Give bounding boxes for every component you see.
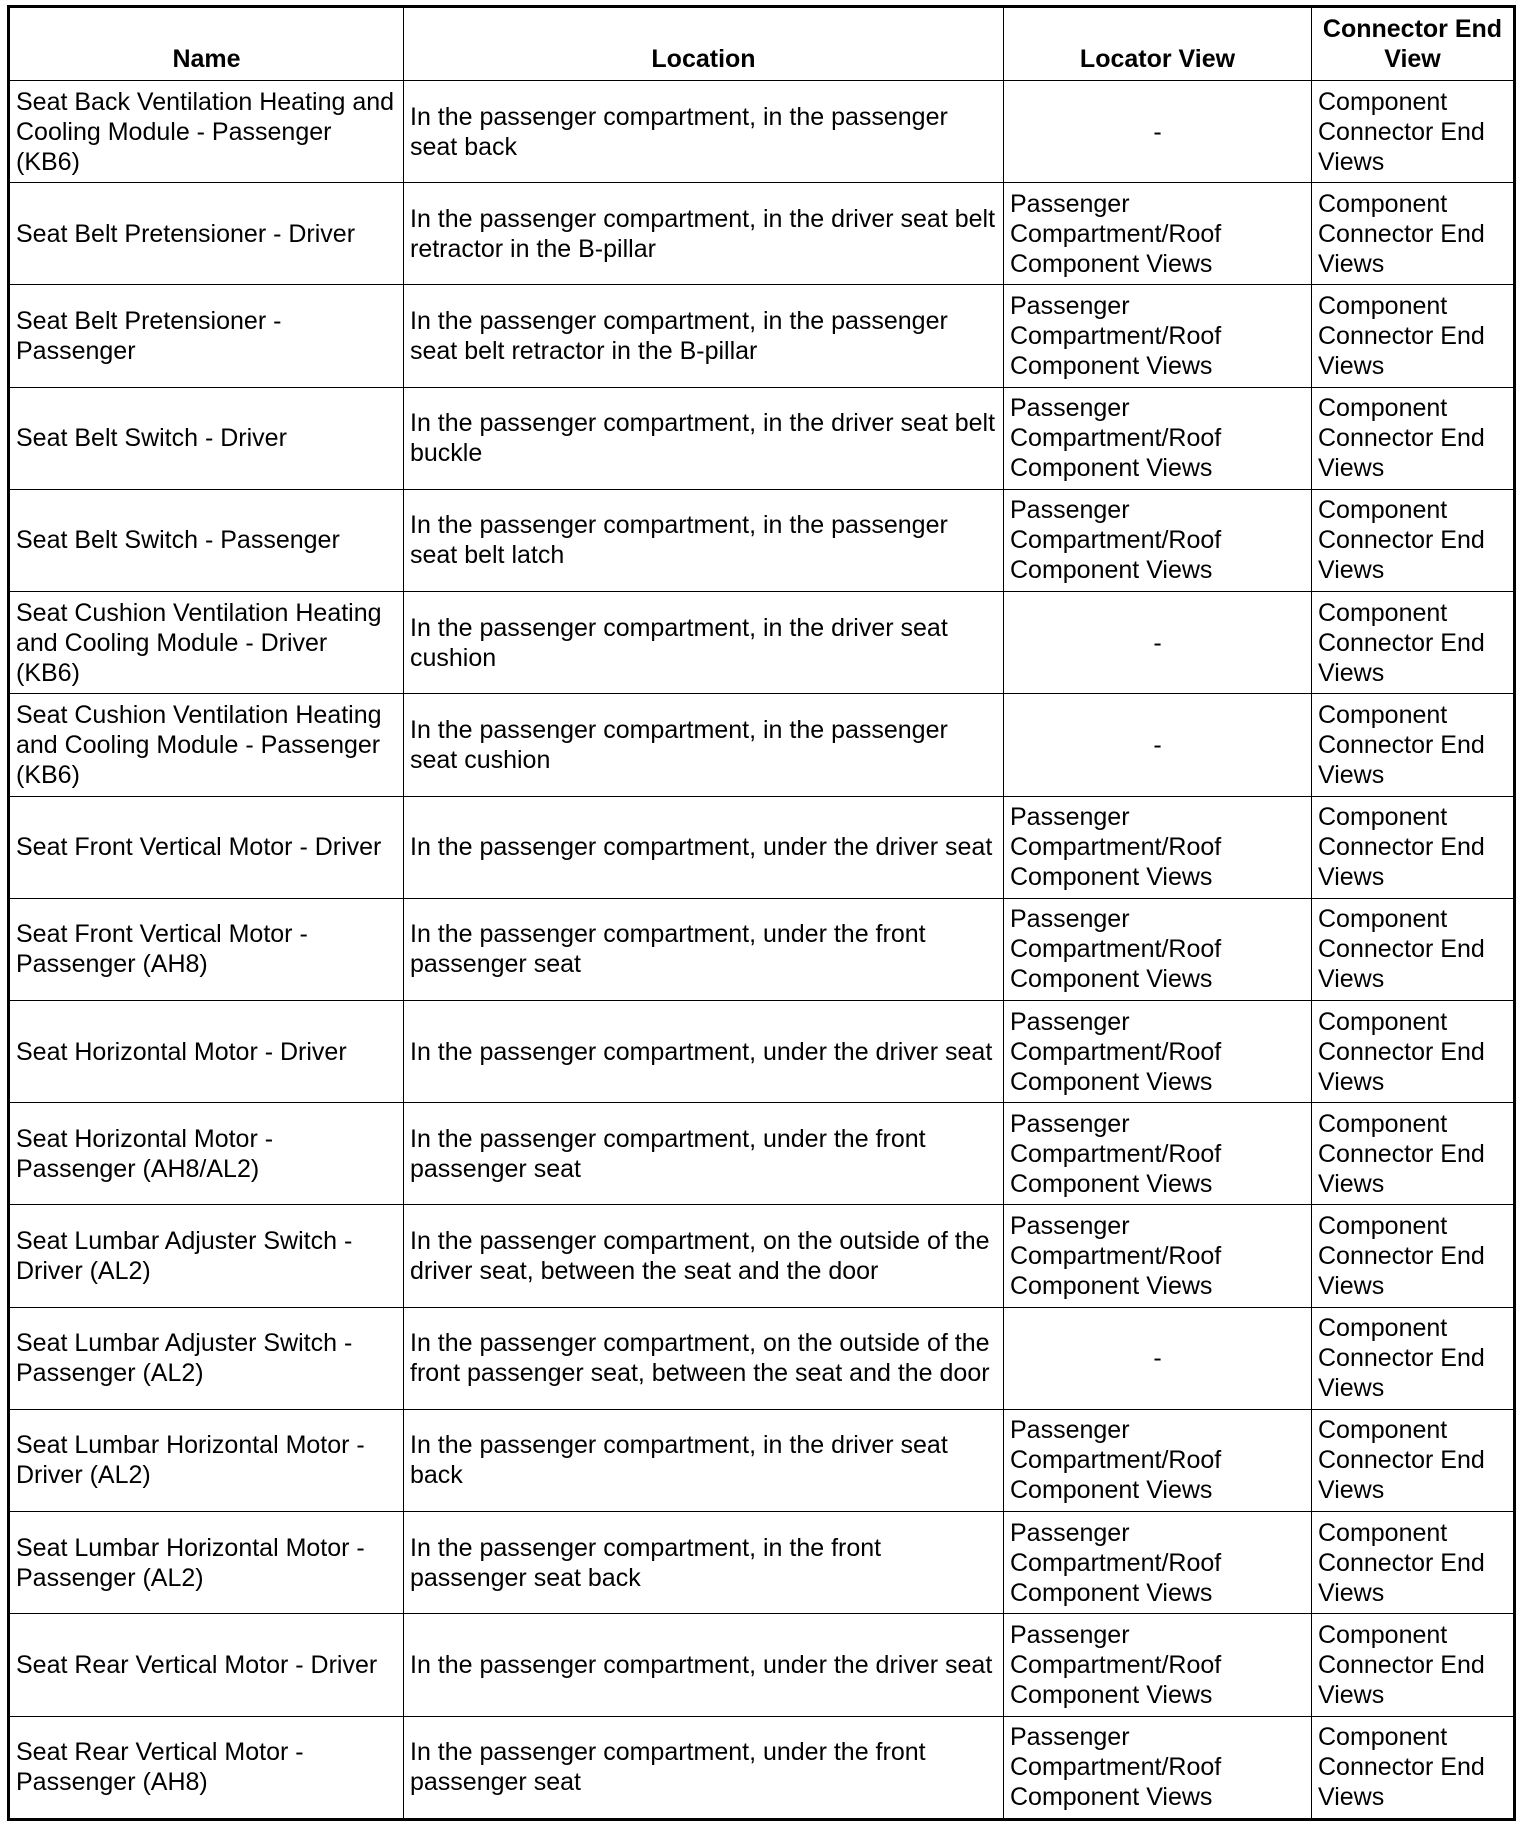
- connector-end-view-cell: Component Connector End Views: [1312, 489, 1515, 591]
- name-cell: Seat Front Vertical Motor - Passenger (AH8): [9, 898, 404, 1000]
- locator-view-cell: Passenger Compartment/Roof Component Views: [1004, 1409, 1312, 1511]
- connector-end-view-cell: Component Connector End Views: [1312, 1000, 1515, 1102]
- name-cell: Seat Cushion Ventilation Heating and Cooling Module - Passenger (KB6): [9, 694, 404, 796]
- name-cell: Seat Belt Switch - Driver: [9, 387, 404, 489]
- connector-end-view-cell: Component Connector End Views: [1312, 898, 1515, 1000]
- table-row: [9, 1103, 1515, 1205]
- connector-end-view-cell: Component Connector End Views: [1312, 1614, 1515, 1716]
- locator-view-cell: Passenger Compartment/Roof Component Views: [1004, 387, 1312, 489]
- location-cell: In the passenger compartment, under the driver seat: [404, 796, 1004, 898]
- table-header-row: [9, 7, 1515, 81]
- table-row: [9, 694, 1515, 796]
- location-cell: In the passenger compartment, in the driver seat belt buckle: [404, 387, 1004, 489]
- name-cell: Seat Lumbar Horizontal Motor - Driver (AL2): [9, 1409, 404, 1511]
- location-cell: In the passenger compartment, under the driver seat: [404, 1000, 1004, 1102]
- name-cell: Seat Horizontal Motor - Driver: [9, 1000, 404, 1102]
- locator-view-cell: Passenger Compartment/Roof Component Views: [1004, 1716, 1312, 1820]
- connector-end-view-cell: Component Connector End Views: [1312, 1409, 1515, 1511]
- header-name: Name: [9, 7, 404, 81]
- connector-end-view-cell: Component Connector End Views: [1312, 694, 1515, 796]
- table-row: [9, 387, 1515, 489]
- connector-end-view-cell: Component Connector End Views: [1312, 1512, 1515, 1614]
- connector-end-view-cell: Component Connector End Views: [1312, 1307, 1515, 1409]
- table-row: [9, 489, 1515, 591]
- name-cell: Seat Belt Pretensioner - Passenger: [9, 285, 404, 387]
- locator-view-cell: Passenger Compartment/Roof Component Views: [1004, 1103, 1312, 1205]
- table-row: [9, 1205, 1515, 1307]
- location-cell: In the passenger compartment, in the driver seat cushion: [404, 592, 1004, 694]
- connector-end-view-cell: Component Connector End Views: [1312, 183, 1515, 285]
- location-cell: In the passenger compartment, on the outside of the driver seat, between the seat and the door: [404, 1205, 1004, 1307]
- location-cell: In the passenger compartment, in the passenger seat belt retractor in the B-pillar: [404, 285, 1004, 387]
- locator-view-cell: -: [1004, 81, 1312, 183]
- location-cell: In the passenger compartment, on the outside of the front passenger seat, between the seat and the door: [404, 1307, 1004, 1409]
- connector-end-view-cell: Component Connector End Views: [1312, 1205, 1515, 1307]
- connector-end-view-cell: Component Connector End Views: [1312, 1716, 1515, 1820]
- connector-end-view-cell: Component Connector End Views: [1312, 1103, 1515, 1205]
- locator-view-cell: -: [1004, 1307, 1312, 1409]
- location-cell: In the passenger compartment, in the front passenger seat back: [404, 1512, 1004, 1614]
- name-cell: Seat Cushion Ventilation Heating and Cooling Module - Driver (KB6): [9, 592, 404, 694]
- name-cell: Seat Belt Pretensioner - Driver: [9, 183, 404, 285]
- component-table: [7, 5, 1516, 1821]
- name-cell: Seat Rear Vertical Motor - Driver: [9, 1614, 404, 1716]
- table-row: [9, 1716, 1515, 1820]
- locator-view-cell: Passenger Compartment/Roof Component Views: [1004, 285, 1312, 387]
- connector-end-view-cell: Component Connector End Views: [1312, 81, 1515, 183]
- table-row: [9, 183, 1515, 285]
- location-cell: In the passenger compartment, in the driver seat belt retractor in the B-pillar: [404, 183, 1004, 285]
- location-cell: In the passenger compartment, in the passenger seat cushion: [404, 694, 1004, 796]
- location-cell: In the passenger compartment, in the driver seat back: [404, 1409, 1004, 1511]
- table-row: [9, 1614, 1515, 1716]
- name-cell: Seat Horizontal Motor - Passenger (AH8/AL2): [9, 1103, 404, 1205]
- table-row: [9, 898, 1515, 1000]
- locator-view-cell: Passenger Compartment/Roof Component Views: [1004, 898, 1312, 1000]
- table-row: [9, 1307, 1515, 1409]
- table-row: [9, 796, 1515, 898]
- header-locator-view: Locator View: [1004, 7, 1312, 81]
- locator-view-cell: Passenger Compartment/Roof Component Views: [1004, 1205, 1312, 1307]
- locator-view-cell: -: [1004, 694, 1312, 796]
- location-cell: In the passenger compartment, in the passenger seat back: [404, 81, 1004, 183]
- location-cell: In the passenger compartment, under the front passenger seat: [404, 1103, 1004, 1205]
- locator-view-cell: Passenger Compartment/Roof Component Views: [1004, 489, 1312, 591]
- location-cell: In the passenger compartment, under the front passenger seat: [404, 898, 1004, 1000]
- locator-view-cell: Passenger Compartment/Roof Component Views: [1004, 1000, 1312, 1102]
- locator-view-cell: -: [1004, 592, 1312, 694]
- table-row: [9, 1512, 1515, 1614]
- name-cell: Seat Lumbar Adjuster Switch - Passenger (AL2): [9, 1307, 404, 1409]
- location-cell: In the passenger compartment, in the passenger seat belt latch: [404, 489, 1004, 591]
- name-cell: Seat Lumbar Horizontal Motor - Passenger (AL2): [9, 1512, 404, 1614]
- location-cell: In the passenger compartment, under the front passenger seat: [404, 1716, 1004, 1820]
- table-row: [9, 285, 1515, 387]
- connector-end-view-cell: Component Connector End Views: [1312, 387, 1515, 489]
- table-row: [9, 592, 1515, 694]
- connector-end-view-cell: Component Connector End Views: [1312, 285, 1515, 387]
- table-row: [9, 81, 1515, 183]
- name-cell: Seat Back Ventilation Heating and Cooling Module - Passenger (KB6): [9, 81, 404, 183]
- connector-end-view-cell: Component Connector End Views: [1312, 592, 1515, 694]
- locator-view-cell: Passenger Compartment/Roof Component Views: [1004, 183, 1312, 285]
- name-cell: Seat Rear Vertical Motor - Passenger (AH8): [9, 1716, 404, 1820]
- table-row: [9, 1000, 1515, 1102]
- header-location: Location: [404, 7, 1004, 81]
- locator-view-cell: Passenger Compartment/Roof Component Views: [1004, 1614, 1312, 1716]
- table-row: [9, 1409, 1515, 1511]
- locator-view-cell: Passenger Compartment/Roof Component Views: [1004, 796, 1312, 898]
- location-cell: In the passenger compartment, under the driver seat: [404, 1614, 1004, 1716]
- name-cell: Seat Belt Switch - Passenger: [9, 489, 404, 591]
- locator-view-cell: Passenger Compartment/Roof Component Views: [1004, 1512, 1312, 1614]
- header-connector-end-view: Connector End View: [1312, 7, 1515, 81]
- connector-end-view-cell: Component Connector End Views: [1312, 796, 1515, 898]
- name-cell: Seat Lumbar Adjuster Switch - Driver (AL2): [9, 1205, 404, 1307]
- name-cell: Seat Front Vertical Motor - Driver: [9, 796, 404, 898]
